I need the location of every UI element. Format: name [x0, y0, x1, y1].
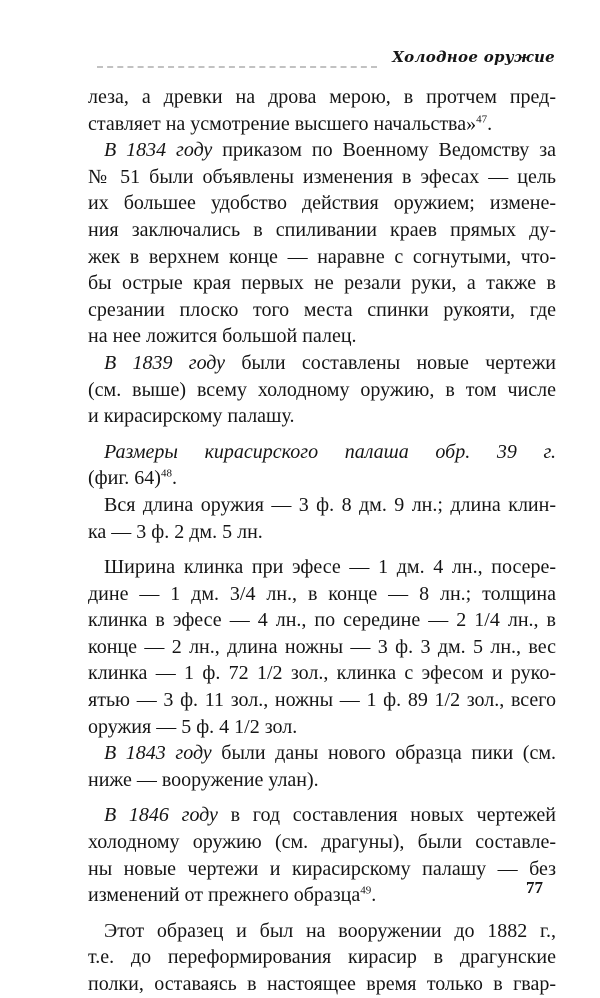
line-text: ставляет на усмотрение высшего начальства»	[88, 112, 477, 135]
text-line	[88, 856, 556, 883]
line-text: Вся длина оружия — 3 ф. 8 дм. 9 лн.; длина клин-	[104, 493, 556, 516]
line-text: срезании плоско того места спинки рукояти, где	[88, 298, 556, 321]
text-line	[88, 465, 556, 492]
line-text: ния заключались в спиливании краев прямых ду-	[88, 218, 556, 241]
italic-lead: В 1839 году	[104, 351, 226, 374]
text-line	[88, 492, 556, 519]
line-text: ятью — 3 ф. 11 зол., ножны — 1 ф. 89 1/2 зол., всего	[88, 689, 556, 712]
line-text: и кирасирскому палашу.	[88, 405, 295, 428]
text-line	[88, 111, 556, 138]
text-line	[88, 84, 556, 111]
text-line	[88, 634, 556, 661]
text-line	[88, 971, 556, 998]
text-line	[88, 377, 556, 404]
body-text	[88, 84, 556, 998]
text-line	[88, 829, 556, 856]
text-line	[88, 660, 556, 687]
text-line	[88, 137, 556, 164]
text-line	[88, 802, 556, 829]
line-text: № 51 были объявлены изменения в эфесах — цель	[88, 165, 556, 188]
text-line	[88, 350, 556, 377]
line-text: дине — 1 дм. 3/4 лн., в конце — 8 лн.; толщина	[88, 582, 556, 605]
line-text: клинка — 1 ф. 72 1/2 зол., клинка с эфесом и руко-	[88, 662, 556, 685]
line-text: были даны нового образца пики (см.	[211, 742, 556, 765]
line-text: ниже — вооружение улан).	[88, 768, 319, 791]
running-head: Холодное оружие	[392, 48, 555, 66]
line-text: приказом по Военному Ведомству за	[212, 139, 556, 162]
line-text: изменений от прежнего образца	[88, 884, 361, 907]
text-line	[88, 190, 556, 217]
line-text: конце — 2 лн., длина ножны — 3 ф. 3 дм. 5 лн., вес	[88, 635, 556, 658]
line-text: т.е. до переформирования кирасир в драгунские	[88, 946, 556, 969]
text-line	[88, 581, 556, 608]
line-text: ны новые чертежи и кирасирскому палашу — без	[88, 857, 556, 880]
line-text: ка — 3 ф. 2 дм. 5 лн.	[88, 520, 263, 543]
text-line	[88, 882, 556, 909]
line-text: были составлены новые чертежи	[225, 351, 556, 374]
text-line	[88, 554, 556, 581]
text-line	[88, 918, 556, 945]
line-tail: .	[371, 884, 377, 907]
footnote-ref: 48	[160, 467, 172, 480]
line-tail: .	[171, 467, 177, 490]
line-text: на нее ложится большой палец.	[88, 325, 357, 348]
line-text: оружия — 5 ф. 4 1/2 зол.	[88, 715, 298, 738]
page-number: 77	[526, 878, 543, 897]
line-text: их большее удобство действия оружием; измене-	[88, 192, 556, 215]
text-line	[88, 767, 556, 794]
line-text: леза, а древки на дрова мерою, в протчем пред-	[88, 86, 556, 108]
line-text: холодному оружию (см. драгуны), были составле-	[88, 831, 556, 854]
italic-lead: Размеры кирасирского палаша обр. 39 г.	[104, 440, 556, 463]
line-text: бы острые края первых не резали руки, а также в	[88, 272, 556, 295]
line-tail: .	[487, 112, 493, 135]
text-line	[88, 403, 556, 430]
footnote-ref: 47	[476, 112, 488, 125]
line-text: Этот образец и был на вооружении до 1882 г.,	[104, 919, 556, 942]
line-text: клинка в эфесе — 4 лн., по середине — 2 1/4 лн., в	[88, 609, 556, 632]
line-text: (см. выше) всему холодному оружию, в том числе	[88, 378, 556, 401]
italic-lead: В 1846 году	[104, 804, 218, 827]
text-line	[88, 323, 556, 350]
text-line	[88, 217, 556, 244]
line-text: полки, оставаясь в настоящее время только в гвар-	[88, 973, 556, 995]
footnote-ref: 49	[360, 884, 372, 897]
text-line	[88, 944, 556, 971]
line-text: Ширина клинка при эфесе — 1 дм. 4 лн., посере-	[104, 556, 556, 579]
text-line	[88, 270, 556, 297]
italic-lead: В 1834 году	[104, 139, 213, 162]
line-text: в год составления новых чертежей	[217, 804, 556, 827]
text-line	[88, 519, 556, 546]
text-line	[88, 740, 556, 767]
text-line	[88, 607, 556, 634]
text-line	[88, 714, 556, 741]
text-line	[88, 164, 556, 191]
text-line	[88, 244, 556, 271]
text-line	[88, 439, 556, 466]
italic-lead: В 1843 году	[104, 742, 212, 765]
line-text: (фиг. 64)	[88, 467, 161, 490]
text-line	[88, 297, 556, 324]
text-line	[88, 687, 556, 714]
line-text: жек в верхнем конце — наравне с согнутыми, что-	[88, 245, 556, 268]
header-rule	[97, 66, 377, 68]
